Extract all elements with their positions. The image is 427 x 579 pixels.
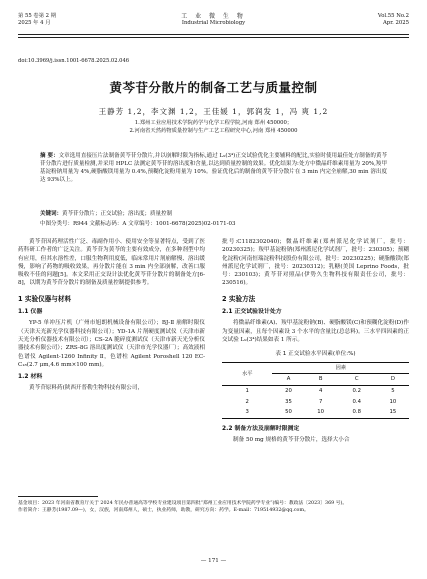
table-cell: 3 (245, 409, 249, 416)
issue-date-en: Apr. 2025 (382, 20, 409, 26)
subsection-heading-materials: 1.2 材料 (18, 374, 43, 381)
abstract-label: 摘 要： (40, 153, 59, 159)
table-row (222, 385, 409, 396)
factor-level-table (222, 362, 409, 419)
table-cell: 4 (318, 388, 323, 395)
table-factor-a: A (286, 376, 291, 383)
volume-number-en: Vol.55 No.2 (377, 13, 409, 19)
table-cell: 20 (285, 388, 292, 395)
process-paragraph: 制备 50 mg 规格的黄芩苷分散片，选择大小合 (233, 437, 350, 444)
footnote-fund: 基金项目：2023 年河南省教育厅关于 2024 年民办普通高等学校专业建设项目第四批“郑州工业应用技术学院药学专业”(编号：教政法〔2023〕369 号)。 (18, 501, 348, 506)
keywords (40, 210, 387, 218)
journal-name-en: Industrial Microbiology (181, 20, 246, 26)
table-factor-b: B (318, 376, 323, 383)
intro-paragraph: 黄芩苷因药理活性广泛、毒副作用小、使用安全等显著特点，受到了医药科研工作者的广泛关注。黄芩苷为黄芩的主要有效成分，在多种剂型中均有应用，但其水溶性差，口服生物利用度低，临床常用片剂崩解慢、溶出缓慢，影响了药物的吸收效果，再分散片能在 3 min 内全部崩解，改善口服吸收不佳的问题[5]。本文采用正交设计法优化黄芩苷分散片的制备处方[6-8]，以期为黄芩苷分散片的制备及质量控制提供参考。 (18, 239, 205, 287)
affiliation-1: 1.郑州工业应用技术学院药学与化学工程学院,河南 郑州 450000； (134, 120, 293, 126)
design-paragraph: 将微晶纤维素(A)、羧甲基淀粉钠(B)、硬脂酸镁(C)和预糊化淀粉(D)作为变量因素，且每个因素设 3 个水平的含量比(总总料)。三水平四因素的正交试验 L₉(3⁴)结果如表 1 所示。 (222, 320, 409, 343)
table-header-level: 水平 (222, 362, 272, 385)
classification-line: 中图分类号：R944 文献标志码：A 文章编号：1001-6678(2025)02-0171-03 (40, 221, 236, 227)
doi[interactable]: doi:10.3969/j.issn.1001-6678.2025.02.046 (18, 58, 130, 64)
header-rule-thin (18, 37, 409, 38)
issue-date: 2025 年 4 月 (18, 20, 51, 26)
subsection-heading-instruments: 1.1 仪器 (18, 309, 43, 316)
table-row (222, 397, 409, 408)
page-number: — 171 — (200, 558, 227, 564)
table-cell: 15 (389, 409, 397, 416)
table-cell: 50 (285, 409, 292, 416)
table-cell: 0.2 (352, 388, 361, 395)
instruments-paragraph: YP-5 单冲压片机（广州市旭朗机械设备有限公司）；BJ-Ⅱ 崩解时限仪（天津天光新光学仪器科技有限公司）；YD-1A 片剂硬度测试仪（天津市新天光分析仪器技术有限公司）；CS-2A 脆碎度测试仪（天津市新天光分析仪器技术有限公司）；ZRS-8G 溶出度测试仪（天津市光学仪器厂）；高效液相色谱仪 Agilent-1260 Infinity Ⅱ，色谱柱 Agilent Poroshell 120 EC-C₁₈(2.7 μm,4.6 mm×100 mm)。 (18, 320, 205, 368)
table-cell: 7 (318, 398, 323, 405)
running-header (18, 13, 409, 35)
authors: 王静芳 1,2，李文渊 1,2，王佳媛 1，郭润发 1，冯 爽 1,2 (98, 107, 329, 116)
table-cell: 2 (245, 398, 249, 405)
header-center (18, 13, 409, 27)
header-rule (18, 34, 409, 35)
footnote (18, 500, 409, 514)
table-factor-d: D (390, 376, 395, 383)
article-title: 黄芩苷分散片的制备工艺与质量控制 (109, 80, 318, 95)
table-factor-c: C (354, 376, 359, 383)
header-right (378, 13, 409, 27)
keywords-label: 关键词： (40, 211, 63, 217)
abstract (40, 152, 387, 184)
affiliation-2: 2.河南省天然药物质量控制与生产工艺工程研究中心,河南 郑州 450000 (129, 128, 298, 134)
materials-paragraph-cont: 批号:C1182302040)；微晶纤维素(郑州派尼化学试剂厂，批号：20230325)；羧甲基淀粉钠(郑州派尼化学试剂厂，批号：230305)；预糊化淀粉(河南恒瑞淀粉科技股份有限公司，批号：20230225)；硬脂酸镁(郑州派尼化学试剂厂，批号：20230312)；乳糖(美国 Leprino Foods，批号：230103)；黄芩苷对照品(伊势久生物科技有限责任公司，批号：230516)。 (222, 239, 409, 287)
table-header-factor: 因素 (272, 362, 409, 374)
table-cell: 10 (317, 409, 325, 416)
abstract-text: 文章选用直接压片法制备黄芩苷分散片,并以崩解时限为指标,通过 L₉(3⁴)正交试验优化主要辅料的配比,实验时使用最佳处方制备的黄芩苷分散片进行质量检测,并采用 HPLC 法测定黄芩苷的溶出度和含量,以达到质量控制的效果。优化结果为:处方中微晶纤维素用量为 20%,羧甲基淀粉钠用量为 4%,硬脂酸镁用量为 0.4%,预糊化淀粉用量为 10%。验证优化后的制备的黄芩苷分散片在 3 min 内完全崩解,30 min 溶出度达 93%以上。 (40, 153, 387, 184)
table-cell: 5 (391, 388, 395, 395)
volume-issue: 第 55 卷第 2 期 (18, 13, 57, 19)
right-column (222, 238, 409, 445)
table-cell: 1 (245, 388, 249, 395)
keywords-text: 黄芩苷分散片；正交试验；溶出度；质量控制 (62, 211, 173, 217)
subsection-heading-process: 2.2 制备方法及崩解时限测定 (222, 425, 300, 432)
footnote-rule (18, 496, 98, 497)
table-cell: 35 (285, 398, 292, 405)
materials-paragraph: 黄芩苷原料药(陕西开普勒生物科技有限公司， (29, 385, 144, 392)
table-caption: 表 1 正交试验水平因素(单位:%) (275, 351, 356, 358)
footnote-author: 作者简介：王静芳(1987.09—)，女，汉族，河南郑州人，硕士，执业药师，助教，研究方向：药学。E-mail：719514932@qq.com。 (18, 508, 309, 513)
table-row (222, 407, 409, 418)
table-cell: 0.4 (352, 398, 361, 405)
journal-name-cn: 工 业 微 生 物 (181, 13, 246, 20)
affiliations (18, 119, 409, 135)
section-heading-2: 2 实验方法 (222, 294, 256, 303)
left-column (18, 238, 205, 393)
table-cell: 10 (389, 398, 397, 405)
subsection-heading-design: 2.1 正交试验设计处方 (222, 309, 282, 316)
table-cell: 0.8 (352, 409, 361, 416)
section-heading-1: 1 实验仪器与材料 (18, 294, 72, 303)
